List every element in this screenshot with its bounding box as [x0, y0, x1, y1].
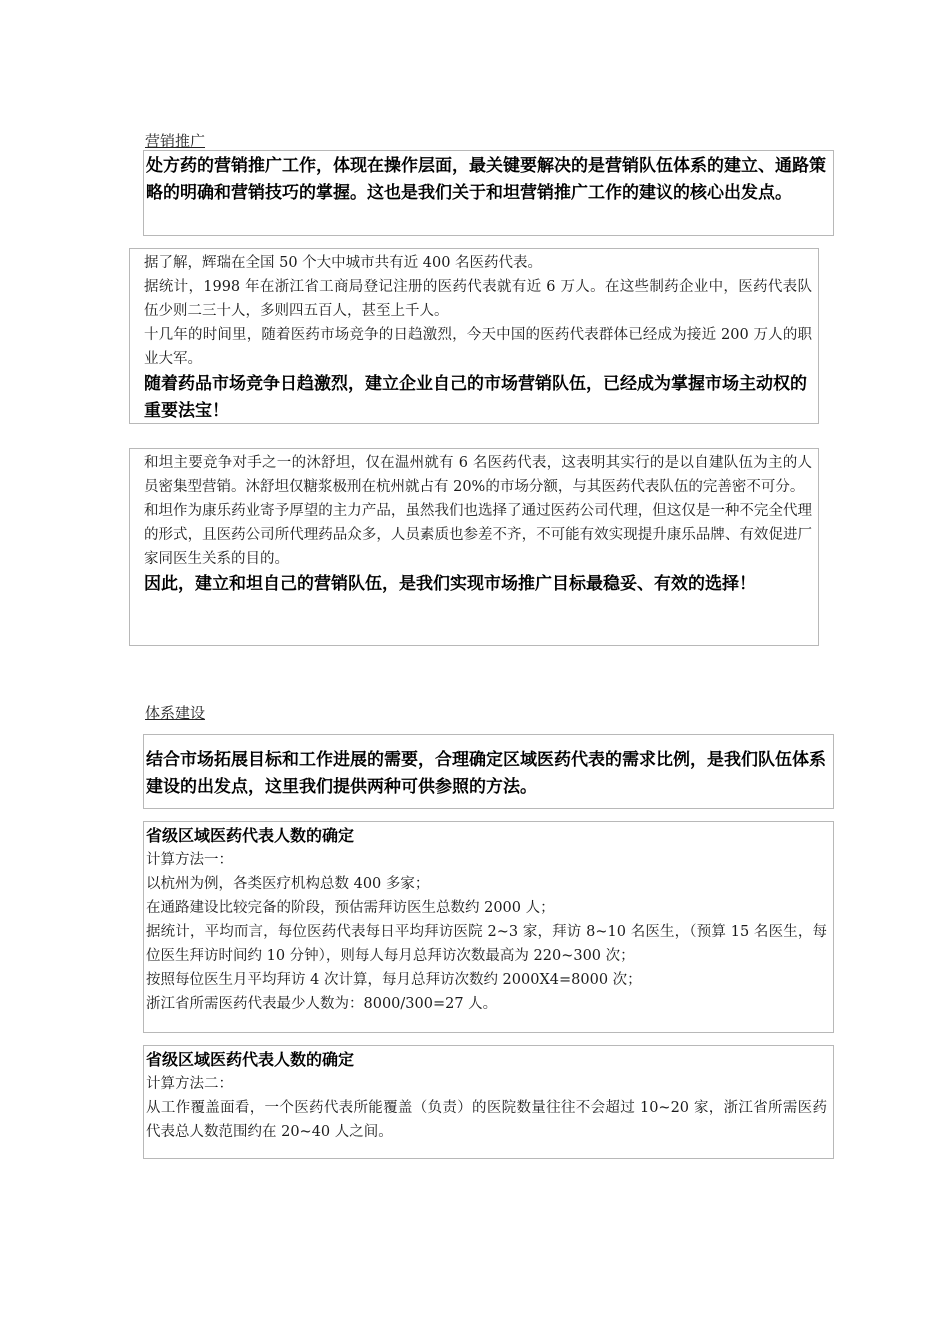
paragraph: 计算方法一：	[146, 852, 233, 868]
paragraph: 以杭州为例，各类医疗机构总数 400 多家；	[146, 876, 430, 892]
paragraph: 和坦主要竞争对手之一的沐舒坦，仅在温州就有 6 名医药代表，这表明其实行的是以自建队伍为主的人员密集型营销。沐舒坦仅糖浆极刑在杭州就占有 20%的市场分额，与其医药代表队伍的完善密不可分。	[144, 455, 812, 495]
section-heading-marketing: 营销推广	[145, 132, 206, 150]
section-heading-system: 体系建设	[145, 704, 206, 722]
paragraph: 按照每位医生月平均拜访 4 次计算，每月总拜访次数约 2000X4=8000 次；	[146, 972, 642, 988]
emphasis-text: 因此，建立和坦自己的营销队伍，是我们实现市场推广目标最稳妥、有效的选择！	[144, 574, 756, 594]
intro-box	[143, 150, 834, 236]
paragraph: 据了解，辉瑞在全国 50 个大中城市共有近 400 名医药代表。	[144, 255, 543, 271]
paragraph: 浙江省所需医药代表最少人数为：8000/300=27 人。	[146, 996, 498, 1012]
paragraph: 据统计，平均而言，每位医药代表每日平均拜访医院 2~3 家，拜访 8~10 名医生，（预算 15 名医生，每位医生拜访时间约 10 分钟），则每人每月总拜访次数最高为 220~300 次；	[146, 924, 827, 964]
statistics-box	[129, 248, 819, 424]
method2-box	[143, 1045, 834, 1159]
emphasis-text: 随着药品市场竞争日趋激烈，建立企业自己的市场营销队伍，已经成为掌握市场主动权的重要法宝！	[144, 374, 807, 421]
system-intro-text: 结合市场拓展目标和工作进展的需要，合理确定区域医药代表的需求比例，是我们队伍体系建设的出发点，这里我们提供两种可供参照的方法。	[146, 750, 826, 797]
paragraph: 十几年的时间里，随着医药市场竞争的日趋激烈，今天中国的医药代表群体已经成为接近 200 万人的职业大军。	[144, 327, 812, 367]
intro-bold-text: 处方药的营销推广工作，体现在操作层面，最关键要解决的是营销队伍体系的建立、通路策略的明确和营销技巧的掌握。这也是我们关于和坦营销推广工作的建议的核心出发点。	[146, 156, 826, 203]
paragraph: 从工作覆盖面看，一个医药代表所能覆盖（负责）的医院数量往往不会超过 10~20 家，浙江省所需医药代表总人数范围约在 20~40 人之间。	[146, 1100, 827, 1140]
paragraph: 据统计，1998 年在浙江省工商局登记注册的医药代表就有近 6 万人。在这些制药企业中，医药代表队伍少则二三十人，多则四五百人，甚至上千人。	[144, 279, 812, 319]
method-title: 省级区域医药代表人数的确定	[146, 826, 355, 845]
method-title: 省级区域医药代表人数的确定	[146, 1050, 355, 1069]
competitor-box	[129, 448, 819, 646]
system-intro-box	[143, 734, 834, 809]
paragraph: 在通路建设比较完备的阶段，预估需拜访医生总数约 2000 人；	[146, 900, 555, 916]
paragraph: 和坦作为康乐药业寄予厚望的主力产品，虽然我们也选择了通过医药公司代理，但这仅是一种不完全代理的形式，且医药公司所代理药品众多，人员素质也参差不齐，不可能有效实现提升康乐品牌、有效促进厂家同医生关系的目的。	[144, 503, 812, 567]
method1-box	[143, 821, 834, 1033]
paragraph: 计算方法二：	[146, 1076, 233, 1092]
